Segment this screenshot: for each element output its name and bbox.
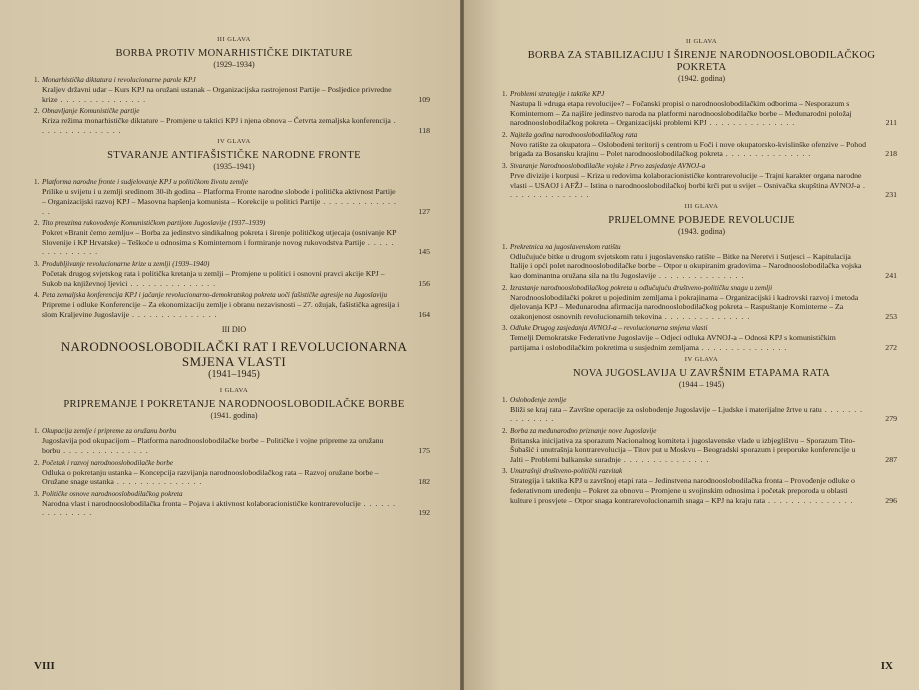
toc-entry xyxy=(34,291,434,319)
toc-entry xyxy=(502,396,901,424)
toc-entry-summary-text: Prilike u svijetu i u zemlji sredinom 30-ih godina – Platforma Fronte narodne slobode i politička aktivnost Partije – Organizacijski razvoj KPJ – Masovna hapšenja komunista – Korekcije u politici Partije xyxy=(42,187,396,206)
toc-entry-number: 2. xyxy=(502,426,508,435)
dot-leader: . . . . . . . . . . . . . . . xyxy=(698,342,788,352)
chapter-label: III GLAVA xyxy=(217,36,251,43)
toc-entry-number: 3. xyxy=(34,259,40,268)
part-years: (1941–1945) xyxy=(208,369,260,381)
dot-leader: . . . . . . . . . . . . . . . xyxy=(42,196,398,216)
toc-entry-title: Peta zemaljska konferencija KPJ i jačanje revolucionarno-demokratskog pokreta uoči fašističke agresije na Jugoslaviju xyxy=(42,291,388,300)
toc-entry-heading xyxy=(502,243,901,252)
toc-entry-title: Odluke Drugog zasjedanja AVNOJ-a – revolucionarna smjena vlasti xyxy=(510,324,708,333)
toc-entry-summary xyxy=(502,171,901,200)
toc-entry-page: 272 xyxy=(885,342,897,352)
toc-entry-heading xyxy=(34,260,434,269)
toc-entry-heading xyxy=(34,76,434,85)
chapter-label: IV GLAVA xyxy=(217,138,251,146)
toc-entry-page: 296 xyxy=(885,495,897,505)
toc-entry-page: 175 xyxy=(418,445,430,455)
toc-entry xyxy=(34,107,434,135)
toc-entry-summary xyxy=(34,436,434,455)
toc-entry-summary xyxy=(502,252,901,281)
dot-leader: . . . . . . . . . . . . . . . xyxy=(129,309,218,319)
toc-entry-summary xyxy=(502,140,901,159)
toc-entry-number: 3. xyxy=(502,161,508,170)
toc-entry-number: 1. xyxy=(34,76,40,84)
toc-entry-heading xyxy=(502,284,901,293)
toc-entry xyxy=(34,219,434,257)
chapter-years: (1941. godina) xyxy=(210,411,258,421)
toc-entry-heading xyxy=(502,90,901,99)
toc-entry-number: 3. xyxy=(502,467,508,476)
chapter-label: III GLAVA xyxy=(684,202,719,210)
toc-entry-summary-text: Temelji Demokratske Federativne Jugoslavije – Odjeci odluka AVNOJ-a – Odnosi KPJ s komunističkim partijama i oslobodilačkim pokretima u susjednim zemljama xyxy=(510,333,836,352)
toc-entry-summary xyxy=(34,499,434,518)
dot-leader: . . . . . . . . . . . . . . . xyxy=(510,404,864,424)
toc-entry-summary-text: Bliži se kraj rata – Završne operacije za oslobođenje Jugoslavije – Ljudske i materijalne žrtve u ratu xyxy=(510,404,822,414)
toc-entry-summary-text: Odluka o pokretanju ustanka – Koncepcija razvijanja narodnooslobodilačkog rata – Razvoj oružane borbe – Oružane snage ustanka xyxy=(42,467,379,487)
toc-entry-summary xyxy=(34,116,434,135)
dot-leader: . . . . . . . . . . . . . . . xyxy=(42,116,397,135)
toc-entry-heading xyxy=(502,131,901,140)
toc-entry xyxy=(34,260,434,288)
dot-leader: . . . . . . . . . . . . . . . xyxy=(706,118,796,128)
chapter-years: (1944 – 1945) xyxy=(678,379,725,389)
toc-entry-title: Prekretnica na jugoslavenskom ratištu xyxy=(510,242,621,251)
dot-leader: . . . . . . . . . . . . . . . xyxy=(60,445,149,455)
dot-leader: . . . . . . . . . . . . . . . xyxy=(57,94,147,104)
toc-entry-summary xyxy=(34,300,434,319)
toc-entry-summary-text: Narodnooslobodilački pokret u pojedinim zemljama i pokrajinama – Organizacijski i kadrovski razvoj i metoda djelovanja KPJ – Međunarodna afirmacija narodnooslobodilačkog pokreta – Raspuštanje Kominterne – Za ozakonjenost osnovnih revolucionarnih tekovina xyxy=(510,292,859,321)
toc-entry-summary-text: Prve divizije i korpusi – Kriza u redovima kolaboracionističke kontrarevolucije – Trajni karakter organa narodne vlasti – USAOJ i AFŽJ – Istina o narodnooslobodilačkoj borbi krči put u svijet – Osnivačka skupština AVNOJ-a xyxy=(510,170,862,190)
toc-entry xyxy=(34,427,434,455)
toc-entry-heading xyxy=(502,162,901,171)
toc-entry-number: 2. xyxy=(34,107,40,116)
chapter-title: STVARANJE ANTIFAŠISTIČKE NARODNE FRONTE xyxy=(107,150,361,162)
toc-entry-heading xyxy=(34,291,434,300)
toc-entry-title: Najteža godina narodnooslobodilačkog rata xyxy=(510,130,638,139)
toc-entry-page: 231 xyxy=(885,190,897,200)
toc-entry-number: 3. xyxy=(34,489,40,498)
dot-leader: . . . . . . . . . . . . . . . xyxy=(722,149,812,159)
toc-entry-summary-text: Početak drugog svjetskog rata i politička kretanja u zemlji – Promjene u politici i osnovni pravci akcije KPJ – Sukob na književnoj ljevici xyxy=(42,268,385,288)
toc-entry-heading xyxy=(502,467,901,476)
toc-entry-page: 211 xyxy=(885,118,897,128)
toc-entry-summary-text: Strategija i taktika KPJ u završnoj etapi rata – Jedinstvena narodnooslobodilačka fronta – Provođenje odluke o federativnom uređenju – Pokret za obnovu – Promjene u svojinskim odnosima i početak preporoda u oblasti kulture i prosvjete – Otpor snaga kontrarevolucionarnih snaga – KPJ na kraju rata xyxy=(510,476,855,505)
toc-entry-heading xyxy=(34,490,434,499)
toc-entry-summary-text: Britanska inicijativa za sporazum Nacionalnog komiteta i jugoslavenske vlade u izbjeglištvu – Sporazum Tito-Šubašić i unutrašnja kontrarevolucija – Titov put u Moskvu – Beogradski sporazum i preporuke konferencije u Jalti – Problemi balkanske suradnje xyxy=(510,435,856,464)
toc-entry-heading xyxy=(502,396,901,405)
page-number-right: IX xyxy=(880,660,893,672)
toc-entry-number: 1. xyxy=(34,178,40,187)
chapter-title: PRIJELOMNE POBJEDE REVOLUCIJE xyxy=(608,214,795,226)
toc-entry xyxy=(502,284,901,322)
toc-entry-page: 241 xyxy=(885,270,897,280)
toc-entry-heading xyxy=(502,324,901,333)
right-page xyxy=(464,0,919,690)
dot-leader: . . . . . . . . . . . . . . . xyxy=(620,454,710,464)
toc-entry-page: 253 xyxy=(885,311,897,321)
toc-entry-summary xyxy=(502,333,901,352)
dot-leader: . . . . . . . . . . . . . . . xyxy=(661,311,751,321)
toc-entry-page: 109 xyxy=(418,94,430,104)
toc-entry-summary xyxy=(502,405,901,424)
toc-entry-summary xyxy=(34,269,434,288)
toc-entry-summary-text: Kraljev državni udar – Kurs KPJ na oružani ustanak – Organizacijska rastrojenost Partije – Posljedice privredne krize xyxy=(42,85,392,104)
toc-entry-page: 287 xyxy=(885,454,897,464)
toc-entry-summary xyxy=(502,293,901,322)
toc-entry-number: 1. xyxy=(34,427,40,436)
part-title: NARODNOOSLOBODILAČKI RAT I REVOLUCIONARNA SMJENA VLASTI xyxy=(60,339,408,370)
chapter-years: (1929–1934) xyxy=(213,60,255,69)
dot-leader: . . . . . . . . . . . . . . . xyxy=(42,498,397,518)
toc-entry-title: Monarhistička diktatura i revolucionarne parole KPJ xyxy=(42,76,196,84)
toc-entry-page: 182 xyxy=(418,477,430,487)
toc-entry xyxy=(502,427,901,465)
toc-entry-number: 2. xyxy=(502,283,508,292)
toc-entry-page: 279 xyxy=(885,414,897,424)
toc-entry-title: Okupacija zemlje i pripreme za oružanu borbu xyxy=(42,427,177,436)
chapter-years: (1935–1941) xyxy=(213,162,255,172)
toc-entry-summary xyxy=(34,187,434,216)
chapter-title: BORBA ZA STABILIZACIJU I ŠIRENJE NARODNOOSLOBODILAČKOG POKRETA xyxy=(527,50,876,73)
toc-entry-title: Unutrašnji društveno-politički razvitak xyxy=(510,467,623,476)
dot-leader: . . . . . . . . . . . . . . . xyxy=(42,237,395,257)
toc-entry-title: Političke osnove narodnooslobodilačkog pokreta xyxy=(42,489,183,498)
chapter-years: (1943. godina) xyxy=(677,226,726,236)
chapter-title: BORBA PROTIV MONARHISTIČKE DIKTATURE xyxy=(115,48,353,59)
dot-leader: . . . . . . . . . . . . . . . xyxy=(510,180,866,200)
toc-entry-summary xyxy=(34,228,434,257)
toc-entry-title: Obnavljanje Komunističke partije xyxy=(42,107,140,116)
chapter-title: PRIPREMANJE I POKRETANJE NARODNOOSLOBODILAČKE BORBE xyxy=(63,399,405,411)
toc-entry-summary-text: Jugoslavija pod okupacijom – Platforma narodnooslobodilačke borbe – Političke i vojne pripreme za oružanu borbu xyxy=(42,436,384,455)
page-number-left: VIII xyxy=(34,660,55,672)
toc-entry-summary-text: Nastupa li »druga etapa revolucije«? – Fočanski propisi o narodnooslobodilačkim odborima – Nesporazum s Kominternom – Za najšire jedinstvo naroda na platformi narodnooslobodilačke borbe – Međunarodni položaj narodnooslobodilačkog pokreta – Organizacijski problemi KPJ xyxy=(510,99,852,128)
toc-entry-heading xyxy=(34,219,434,228)
toc-entry-heading xyxy=(34,107,434,116)
toc-entry-page: 192 xyxy=(418,508,430,518)
toc-entry-summary-text: Pripreme i odluke Konferencije – Za ekonomizaciju zemlje i obranu nezavisnosti – 27. ožujak, fašistička agresija i slom Kraljevine Jugoslavije xyxy=(42,300,400,319)
toc-entry-summary xyxy=(502,436,901,465)
toc-entry-number: 1. xyxy=(502,242,508,251)
toc-entry-page: 164 xyxy=(418,309,430,319)
chapter-years: (1942. godina) xyxy=(677,74,726,83)
chapter-label: II GLAVA xyxy=(685,38,718,45)
toc-entry-number: 4. xyxy=(34,291,40,300)
toc-entry-title: Platforma narodne fronte i sudjelovanje KPJ u političkom životu zemlje xyxy=(42,178,249,187)
toc-entry xyxy=(34,178,434,216)
toc-entry-title: Početak i razvoj narodnooslobodilačke borbe xyxy=(42,458,174,467)
toc-entry-heading xyxy=(34,459,434,468)
toc-entry-page: 218 xyxy=(885,149,897,159)
toc-entry-summary-text: Kriza režima monarhističke diktature – Promjene u taktici KPJ i njena obnova – Četvrta zemaljska konferencija xyxy=(42,116,391,126)
dot-leader: . . . . . . . . . . . . . . . xyxy=(113,477,203,487)
toc-entry-number: 1. xyxy=(502,90,508,98)
toc-entry-summary xyxy=(34,468,434,487)
chapter-title: NOVA JUGOSLAVIJA U ZAVRŠNIM ETAPAMA RATA xyxy=(572,367,831,379)
toc-entry-heading xyxy=(502,427,901,436)
toc-entry-summary xyxy=(502,99,901,128)
toc-entry-number: 1. xyxy=(502,395,508,404)
toc-entry-summary-text: Novo ratište za okupatora – Oslobođeni teritorij s centrom u Foči i nove okupatorsko-kvislinške ofenzive – Pohod brigada za Bosansku krajinu – Polet narodnooslobodilačkog pokreta xyxy=(510,139,866,159)
part-label: III DIO xyxy=(221,325,247,335)
toc-entry-heading xyxy=(34,178,434,187)
toc-entry-page: 127 xyxy=(418,206,430,216)
toc-entry-summary-text: Pokret »Branit ćemo zemlju« – Borba za jedinstvo sindikalnog pokreta i širenje političkog utjecaja (osnivanje KP Slovenije i KP Hrvatske) – Teškoće u odnosima s Kominternom i formiranje novog rukovodstva Partije xyxy=(42,228,397,247)
toc-entry-number: 2. xyxy=(34,458,40,467)
toc-entry xyxy=(34,490,434,518)
toc-entry-title: Produbljivanje revolucionarne krize u zemlji (1939–1940) xyxy=(42,259,210,268)
toc-entry-number: 2. xyxy=(34,219,40,228)
toc-entry-page: 118 xyxy=(418,125,430,135)
toc-entry xyxy=(502,162,901,200)
dot-leader: . . . . . . . . . . . . . . . xyxy=(127,278,217,288)
chapter-label: IV GLAVA xyxy=(684,355,719,363)
toc-entry-page: 156 xyxy=(418,278,430,288)
toc-entry-heading xyxy=(34,427,434,436)
toc-entry-title: Borba za međunarodno priznanje nove Jugoslavije xyxy=(510,426,657,435)
toc-entry-summary-text: Narodna vlast i narodnooslobodilačka fronta – Pojava i aktivnost kolaboracionističke kontrarevolucije xyxy=(42,498,361,508)
toc-entry-title: Problemi strategije i taktike KPJ xyxy=(510,90,605,98)
toc-entry xyxy=(502,324,901,352)
toc-entry-number: 3. xyxy=(502,324,508,333)
toc-entry-summary xyxy=(34,85,434,104)
toc-entry xyxy=(34,76,434,104)
toc-entry xyxy=(502,131,901,159)
toc-entry xyxy=(502,243,901,281)
toc-entry-title: Oslobođenje zemlje xyxy=(510,395,567,404)
toc-entry-title: Izrastanje narodnooslobodilačkog pokreta u odlučujuću društveno-političku snagu u zemlji xyxy=(510,283,773,292)
chapter-label: I GLAVA xyxy=(219,387,249,395)
toc-entry-number: 2. xyxy=(502,130,508,139)
dot-leader: . . . . . . . . . . . . . . . xyxy=(655,270,745,280)
dot-leader: . . . . . . . . . . . . . . . xyxy=(765,495,854,505)
toc-entry xyxy=(502,467,901,505)
toc-entry-summary-text: Odlučujuće bitke u drugom svjetskom ratu i jugoslavensko ratište – Bitke na Neretvi i Sutjesci – Kapitulacija Italije i opći polet narodnooslobodilačke borbe – Otpor u okupiranim gradovima – Narodnooslobodilačka vojska kao dominantna oružana sila na tlu Jugoslavije xyxy=(510,251,862,280)
toc-entry xyxy=(34,459,434,487)
toc-entry-page: 145 xyxy=(418,247,430,257)
toc-entry xyxy=(502,90,901,128)
toc-entry-title: Tito preuzima rukovođenje Komunističkom partijom Jugoslavije (1937–1939) xyxy=(42,219,266,228)
toc-entry-summary xyxy=(502,476,901,505)
toc-entry-title: Stvaranje Narodnooslobodilačke vojske i Prvo zasjedanje AVNOJ-a xyxy=(510,161,706,170)
